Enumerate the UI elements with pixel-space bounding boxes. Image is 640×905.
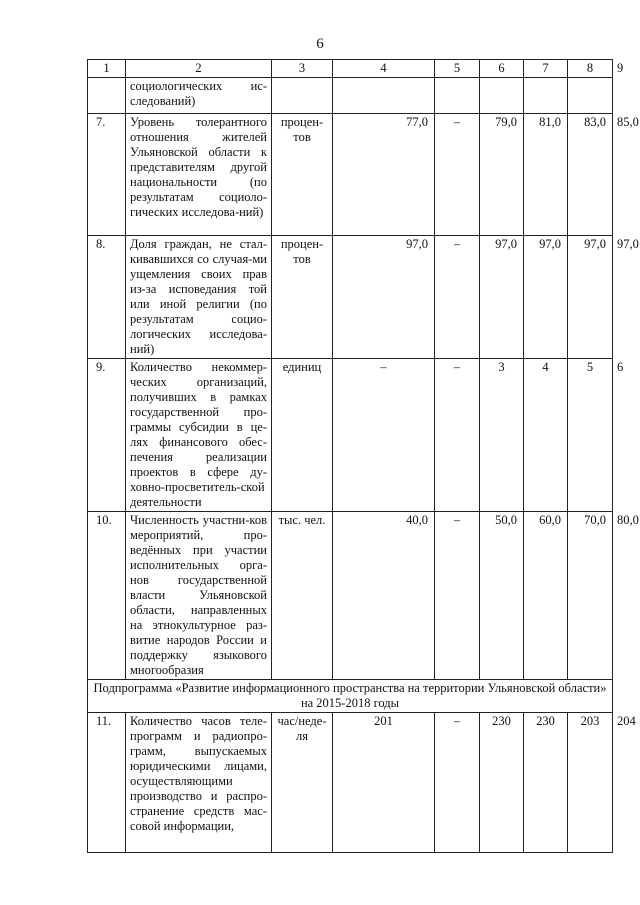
- value-2015: 40,0: [333, 512, 435, 680]
- indicator-name: Количество некоммер-ческих организаций, получивших в рамках государственной про-граммы субсидии в це-лях финансового обес-печения реализации проектов в сфере ду-ховно-просветитель-ской деятельности: [126, 359, 272, 512]
- value-col5: –: [435, 713, 480, 853]
- value-col7: 81,0: [524, 114, 568, 236]
- header-row: 1 2 3 4 5 6 7 8 9: [88, 60, 613, 78]
- table-row: 9. Количество некоммер-ческих организаций, получивших в рамках государственной про-граммы субсидии в це-лях финансового обес-печения реализации проектов в сфере ду-ховно-просветитель-ской деятельности единиц – – 3 4 5 6: [88, 359, 613, 512]
- page-number: 6: [316, 36, 324, 52]
- value-2015: 77,0: [333, 114, 435, 236]
- value-2015: 201: [333, 713, 435, 853]
- value-col8: 70,0: [568, 512, 613, 680]
- value-col8: 5: [568, 359, 613, 512]
- indicator-name: Доля граждан, не стал-кивавшихся со случая-ми ущемления своих прав из-за исповедания той или иной религии (по результатам социо-логических исследова-ний): [126, 236, 272, 359]
- value-2015: –: [333, 359, 435, 512]
- value-col7: 97,0: [524, 236, 568, 359]
- value-col8: 97,0: [568, 236, 613, 359]
- value-col7: 4: [524, 359, 568, 512]
- table-row: 10. Численность участни-ков мероприятий, про-ведённых при участии исполнительных орга-нов государственной власти Ульяновской области, направленных на этнокультурное раз-витие народов России и поддержку языкового многообразия тыс. чел. 40,0 – 50,0 60,0 70,0 80,0: [88, 512, 613, 680]
- value-col6: 79,0: [480, 114, 524, 236]
- table-row: 7. Уровень толерантного отношения жителей Ульяновской области к представителям другой национальности (по результатам социоло-гических исследова-ний) процен-тов 77,0 – 79,0 81,0 83,0 85,0: [88, 114, 613, 236]
- header-cell: 4: [333, 60, 435, 78]
- unit: процен-тов: [272, 236, 333, 359]
- subprogram-title: Подпрограмма «Развитие информационного пространства на территории Ульяновской области» на 2015-2018 годы: [88, 680, 613, 713]
- row-number: 8.: [88, 236, 126, 359]
- value-col5: –: [435, 236, 480, 359]
- indicator-name: Численность участни-ков мероприятий, про-ведённых при участии исполнительных орга-нов государственной власти Ульяновской области, направленных на этнокультурное раз-витие народов России и поддержку языкового многообразия: [126, 512, 272, 680]
- row-number: 9.: [88, 359, 126, 512]
- unit: час/неде-ля: [272, 713, 333, 853]
- value-2015: 97,0: [333, 236, 435, 359]
- value-col6: 3: [480, 359, 524, 512]
- indicator-name: Количество часов теле-программ и радиопро-грамм, выпускаемых юридическими лицами, осуществляющими производство и распро-странение средств мас-совой информации,: [126, 713, 272, 853]
- indicators-table: [87, 59, 639, 853]
- value-col5: –: [435, 512, 480, 680]
- value-col6: 97,0: [480, 236, 524, 359]
- value-col5: –: [435, 359, 480, 512]
- continuation-row: [88, 78, 613, 114]
- value-col6: 230: [480, 713, 524, 853]
- row-number: 11.: [88, 713, 126, 853]
- value-col7: 230: [524, 713, 568, 853]
- unit: единиц: [272, 359, 333, 512]
- unit: тыс. чел.: [272, 512, 333, 680]
- indicator-name: Уровень толерантного отношения жителей Ульяновской области к представителям другой национальности (по результатам социоло-гических исследова-ний): [126, 114, 272, 236]
- header-cell: 1: [88, 60, 126, 78]
- header-cell: 3: [272, 60, 333, 78]
- row-number: 7.: [88, 114, 126, 236]
- header-cell: 7: [524, 60, 568, 78]
- unit: процен-тов: [272, 114, 333, 236]
- value-col6: 50,0: [480, 512, 524, 680]
- header-cell: 2: [126, 60, 272, 78]
- value-col7: 60,0: [524, 512, 568, 680]
- row-number: 10.: [88, 512, 126, 680]
- table-row: 11. Количество часов теле-программ и радиопро-грамм, выпускаемых юридическими лицами, осуществляющими производство и распро-странение средств мас-совой информации, час/неде-ля 201 – 230 230 203 204: [88, 713, 613, 853]
- subprogram-row: [88, 680, 613, 713]
- header-cell: 6: [480, 60, 524, 78]
- value-col8: 83,0: [568, 114, 613, 236]
- table-row: 8. Доля граждан, не стал-кивавшихся со случая-ми ущемления своих прав из-за исповедания той или иной религии (по результатам социо-логических исследова-ний) процен-тов 97,0 – 97,0 97,0 97,0 97,0: [88, 236, 613, 359]
- value-col8: 203: [568, 713, 613, 853]
- value-col5: –: [435, 114, 480, 236]
- header-cell: 8: [568, 60, 613, 78]
- header-cell: 5: [435, 60, 480, 78]
- continuation-text: социологических ис-следований): [126, 78, 272, 114]
